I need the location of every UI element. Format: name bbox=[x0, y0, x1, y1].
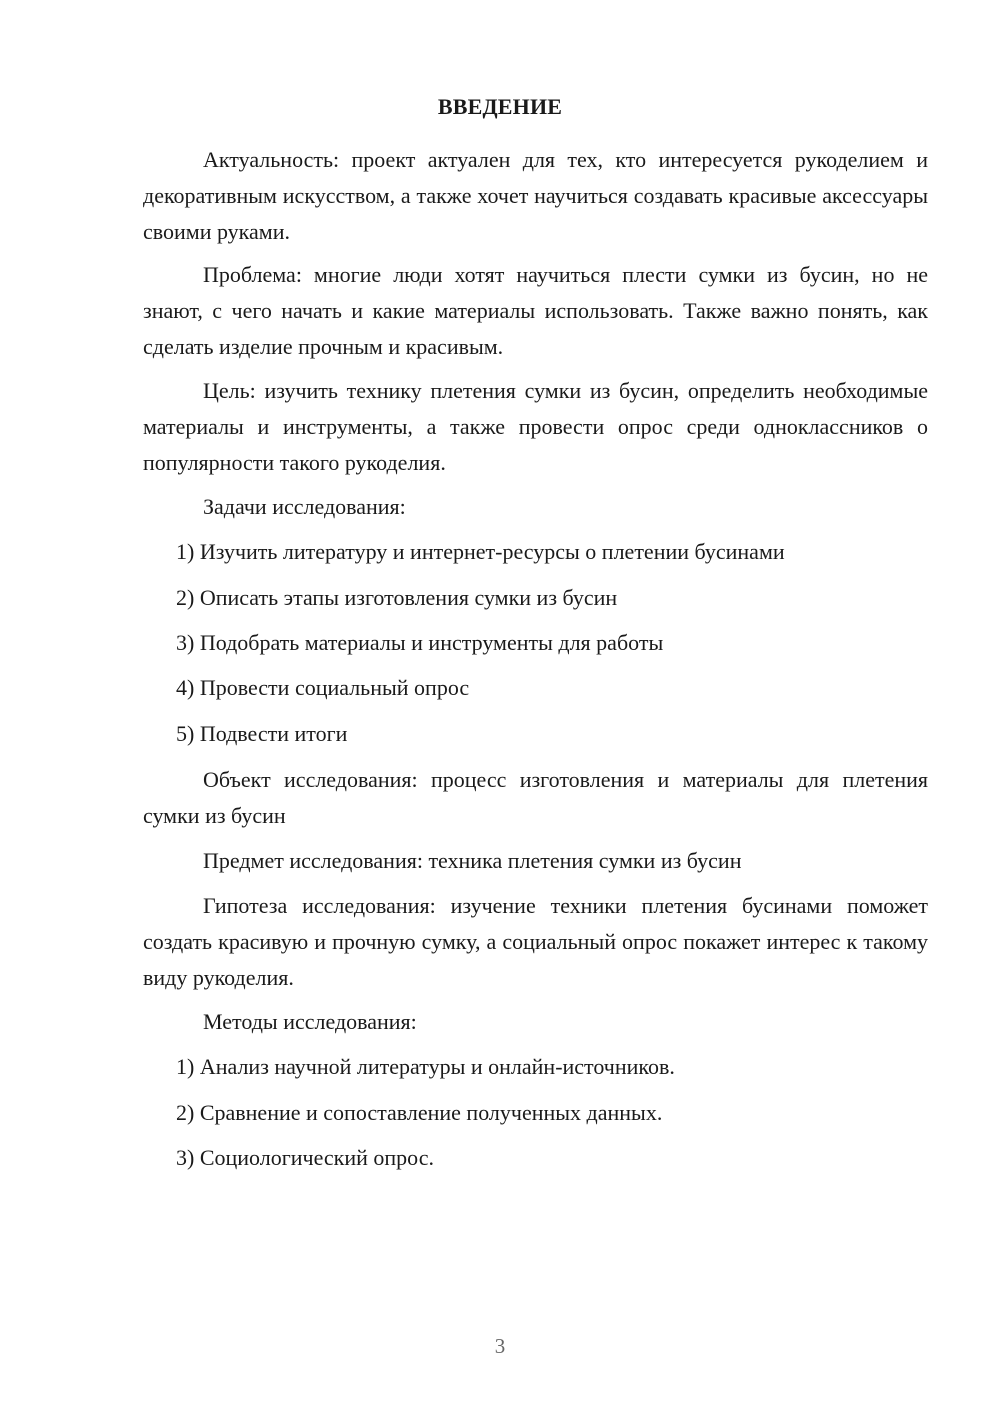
object-paragraph: Объект исследования: процесс изготовления и материалы для плетения сумки из бусин bbox=[143, 767, 928, 828]
task-item: 2) Описать этапы изготовления сумки из бусин bbox=[176, 585, 618, 610]
task-item: 4) Провести социальный опрос bbox=[176, 675, 470, 700]
task-item: 5) Подвести итоги bbox=[176, 721, 348, 746]
task-item: 1) Изучить литературу и интернет-ресурсы о плетении бусинами bbox=[176, 539, 785, 564]
method-item: 2) Сравнение и сопоставление полученных данных. bbox=[176, 1100, 663, 1125]
tasks-heading: Задачи исследования: bbox=[203, 494, 406, 519]
hypothesis-paragraph: Гипотеза исследования: изучение техники плетения бусинами поможет создать красивую и прочную сумку, а социальный опрос покажет интерес к такому виду рукоделия. bbox=[143, 893, 928, 990]
method-item: 3) Социологический опрос. bbox=[176, 1145, 434, 1170]
problem-paragraph: Проблема: многие люди хотят научиться плести сумки из бусин, но не знают, с чего начать и какие материалы использовать. Также важно понять, как сделать изделие прочным и красивым. bbox=[143, 262, 928, 359]
methods-heading: Методы исследования: bbox=[203, 1009, 417, 1034]
method-item: 1) Анализ научной литературы и онлайн-источников. bbox=[176, 1054, 675, 1079]
section-title: ВВЕДЕНИЕ bbox=[437, 94, 563, 119]
page-number: 3 bbox=[494, 1334, 506, 1358]
goal-paragraph: Цель: изучить технику плетения сумки из бусин, определить необходимые материалы и инструменты, а также провести опрос среди одноклассников о популярности такого рукоделия. bbox=[143, 378, 928, 475]
subject-paragraph: Предмет исследования: техника плетения сумки из бусин bbox=[203, 848, 742, 873]
task-item: 3) Подобрать материалы и инструменты для работы bbox=[176, 630, 664, 655]
relevance-paragraph: Актуальность: проект актуален для тех, кто интересуется рукоделием и декоративным искусством, а также хочет научиться создавать красивые аксессуары своими руками. bbox=[143, 147, 928, 244]
